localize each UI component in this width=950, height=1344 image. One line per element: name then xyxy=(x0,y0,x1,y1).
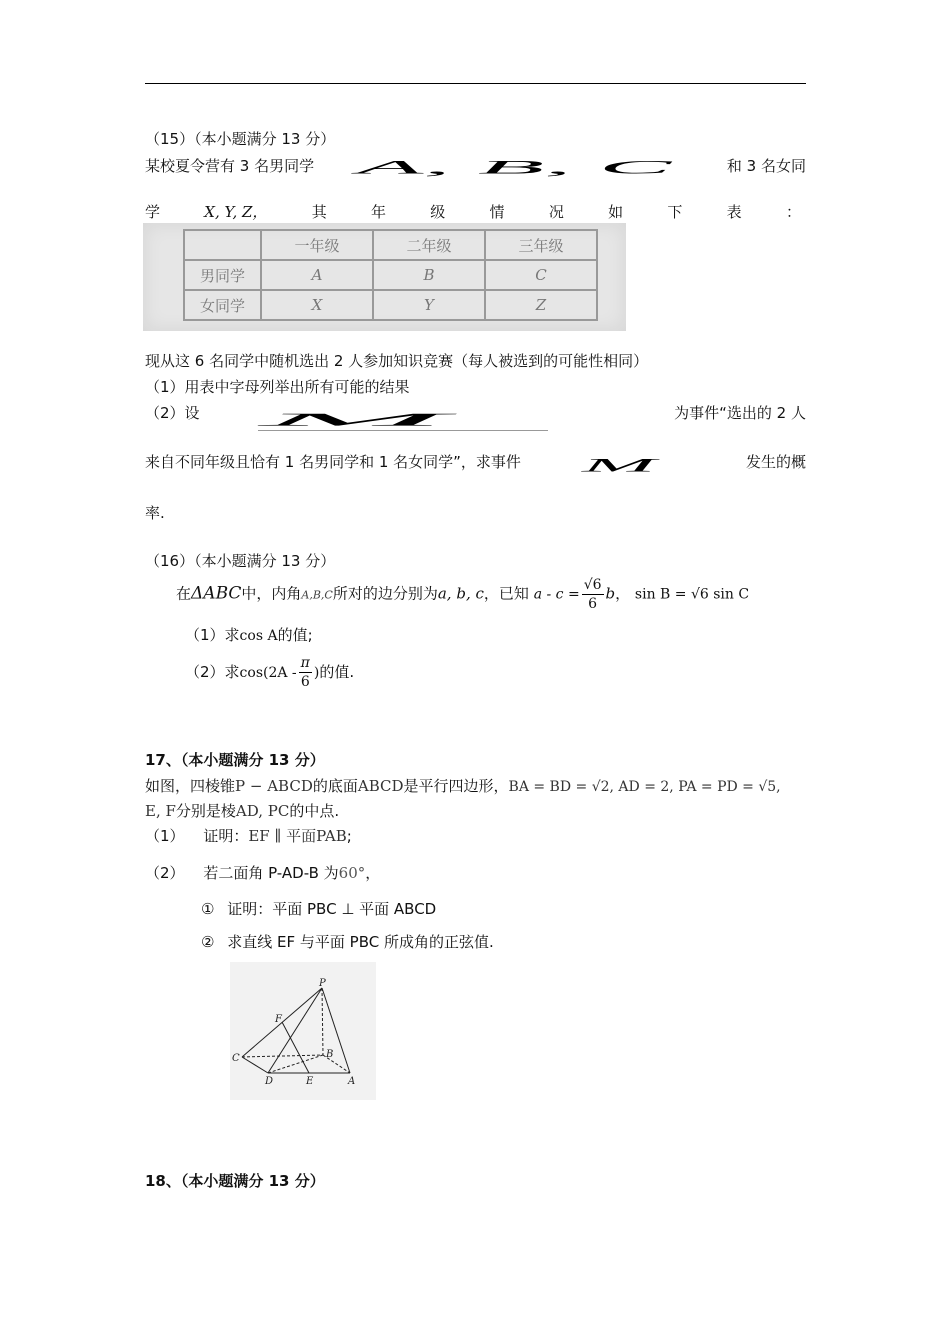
q17-sub-number: （2） xyxy=(145,864,185,882)
q15-line2-char: 表 xyxy=(726,203,742,221)
q15-line1-math xyxy=(357,149,672,187)
q17-item1 xyxy=(201,898,436,919)
q16-line1 xyxy=(176,576,749,613)
table-cell: 女同学 xyxy=(184,290,261,320)
q17-text: ， xyxy=(365,864,381,882)
q15-line5-left: 来自不同年级且恰有 1 名男同学和 1 名女同学”，求事件 xyxy=(145,453,521,471)
ef-parallel-pab: EF ∥ 平面PAB xyxy=(248,827,347,845)
q15-sub1: （1）用表中字母列举出所有可能的结果 xyxy=(145,378,410,396)
table-row xyxy=(184,260,597,290)
q16-text: 的值. xyxy=(319,663,355,681)
q15-sub2-left: （2）设 xyxy=(145,404,200,422)
q15-abc-formula: A, B, C xyxy=(357,157,672,178)
label-c: C xyxy=(232,1053,240,1064)
fraction-denominator: 6 xyxy=(588,596,598,612)
q16-sub1 xyxy=(185,624,313,645)
base-abcd: ABCD xyxy=(357,777,404,795)
q15-line2 xyxy=(145,201,801,222)
table-cell: 一年级 xyxy=(261,230,373,260)
grade-table xyxy=(183,229,598,321)
pyramid-figure xyxy=(230,962,376,1100)
q17-text: 的底面 xyxy=(312,777,358,795)
q17-text: 分别是棱 xyxy=(175,802,236,820)
q17-text: 证明： xyxy=(203,827,249,845)
q16-text: 所对的边分别为 xyxy=(332,584,438,603)
table-cell: B xyxy=(373,260,485,290)
grade-table-image xyxy=(143,223,626,331)
q15-line6: 率. xyxy=(145,504,165,522)
q15-line2-char: 其 xyxy=(311,203,327,221)
q15-line1-right: 和 3 名女同 xyxy=(726,157,806,175)
edge-pd xyxy=(268,988,322,1073)
q17-line2 xyxy=(145,800,339,821)
equation-1-right: b xyxy=(605,584,616,603)
q15-header: （15）（本小题满分 13 分） xyxy=(145,130,336,148)
q17-sub1 xyxy=(145,825,352,846)
sides-abc: a, b, c xyxy=(437,584,484,603)
equation-1-left: a - c = xyxy=(533,586,580,603)
q15-line2-char: 况 xyxy=(548,203,564,221)
q15-line2-char: 年 xyxy=(370,203,386,221)
q17-item2 xyxy=(201,931,494,952)
table-cell: X xyxy=(261,290,373,320)
q16-text: 中，内角 xyxy=(241,584,302,603)
q16-text: （1）求 xyxy=(185,626,240,644)
q17-text: 如图，四棱锥 xyxy=(145,777,236,795)
fraction-numerator: π xyxy=(300,655,310,671)
fraction-numerator: √6 xyxy=(583,577,602,593)
q15-line2-char: 学 xyxy=(145,203,161,221)
q15-line5-math xyxy=(582,447,656,485)
edge-pa xyxy=(322,988,350,1073)
q15-line3: 现从这 6 名同学中随机选出 2 人参加知识竞赛（每人被选到的可能性相同） xyxy=(145,352,649,370)
q15-sub2-right: 为事件“选出的 2 人 xyxy=(674,404,806,422)
cos-a: cos A xyxy=(239,628,278,644)
q18-header: 18、（本小题满分 13 分） xyxy=(145,1172,325,1190)
cos-expression: cos(2A - xyxy=(239,665,297,681)
triangle-abc: ΔABC xyxy=(191,583,242,604)
table-cell: A xyxy=(261,260,373,290)
points-ef: E, F xyxy=(145,802,176,820)
q15-line2-xyz: X, Y, Z， xyxy=(204,203,268,221)
angles-abc: A,B,C xyxy=(301,588,333,602)
fraction-pi-over-6 xyxy=(299,654,312,691)
edge-cb xyxy=(242,1055,323,1057)
q17-text: 证明：平面 PBC ⊥ 平面 ABCD xyxy=(227,900,437,918)
edges-ad-pc: AD, PC xyxy=(235,802,290,820)
angle-60: 60° xyxy=(338,864,366,882)
edge-pb xyxy=(322,988,323,1055)
q17-text: 的中点. xyxy=(289,802,340,820)
q15-line2-char: 情 xyxy=(489,203,505,221)
q15-line2-char: ： xyxy=(785,203,801,221)
q15-line2-char: 如 xyxy=(608,203,624,221)
q17-text: 若二面角 P-AD-B 为 xyxy=(203,864,339,882)
fraction-denominator: 6 xyxy=(300,674,310,690)
q15-sub2 xyxy=(145,402,806,442)
q16-text: 的值; xyxy=(277,626,313,644)
label-b: B xyxy=(326,1049,334,1060)
q15-line1-left: 某校夏令营有 3 名男同学 xyxy=(145,157,315,175)
label-a: A xyxy=(348,1076,356,1087)
pyramid-p-abcd: P − ABCD xyxy=(235,777,313,795)
table-cell: Z xyxy=(485,290,597,320)
q17-sub-number: （1） xyxy=(145,827,185,845)
q17-text: 求直线 EF 与平面 PBC 所成角的正弦值. xyxy=(227,933,494,951)
table-cell: 男同学 xyxy=(184,260,261,290)
fraction-sqrt6-over-6 xyxy=(582,576,604,613)
given-lengths: BA = BD = √2, AD = 2, PA = PD = √5, xyxy=(508,779,781,795)
circled-number: ② xyxy=(201,933,215,951)
label-e: E xyxy=(306,1076,314,1087)
q16-text: ，已知 xyxy=(483,584,529,603)
formula-underline xyxy=(258,430,548,431)
table-row xyxy=(184,290,597,320)
table-cell: 二年级 xyxy=(373,230,485,260)
circled-number: ① xyxy=(201,900,215,918)
event-m-formula: M xyxy=(260,409,447,430)
label-d: D xyxy=(265,1076,274,1087)
q15-line5 xyxy=(145,451,806,487)
table-cell xyxy=(184,230,261,260)
cos-expression-close: ) xyxy=(313,665,320,681)
q17-header: 17、（本小题满分 13 分） xyxy=(145,751,325,769)
q15-line2-char: 级 xyxy=(430,203,446,221)
equation-2: sin B = √6 sin C xyxy=(634,586,750,603)
table-cell: 三年级 xyxy=(485,230,597,260)
q17-text: ; xyxy=(346,827,352,845)
event-m-formula: M xyxy=(582,455,656,476)
header-rule xyxy=(145,83,806,84)
q17-sub2 xyxy=(145,862,380,883)
edge-db xyxy=(268,1055,323,1073)
table-header-row xyxy=(184,230,597,260)
q16-text: ， xyxy=(615,584,631,603)
q17-text: 是平行四边形， xyxy=(403,777,509,795)
q16-text: 在 xyxy=(176,584,192,603)
q15-sub2-math xyxy=(260,396,447,443)
pyramid-diagram xyxy=(230,962,376,1100)
label-p: P xyxy=(319,978,326,989)
edge-cd xyxy=(242,1057,268,1073)
q17-line1 xyxy=(145,775,781,796)
q16-header: （16）（本小题满分 13 分） xyxy=(145,552,336,570)
q15-line5-right: 发生的概 xyxy=(745,453,806,471)
q15-line2-char: 下 xyxy=(667,203,683,221)
label-f: F xyxy=(275,1014,282,1025)
q16-text: （2）求 xyxy=(185,663,240,681)
table-cell: Y xyxy=(373,290,485,320)
q15-line1 xyxy=(145,155,806,191)
q16-sub2 xyxy=(185,654,354,691)
table-cell: C xyxy=(485,260,597,290)
